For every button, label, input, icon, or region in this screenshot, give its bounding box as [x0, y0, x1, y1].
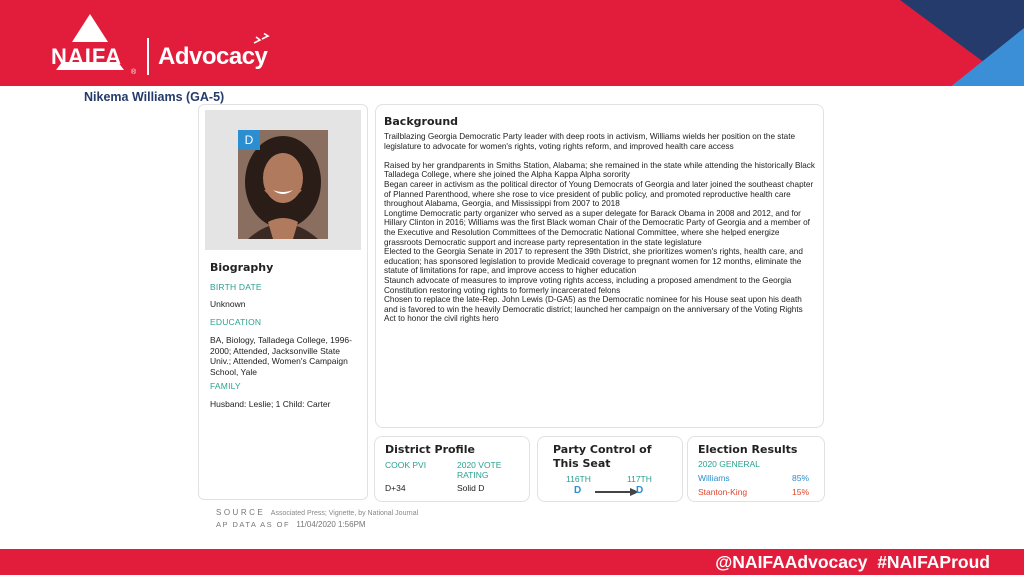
corner-decoration — [900, 0, 1024, 86]
election-label: 2020 GENERAL — [698, 459, 760, 469]
cook-pvi-label: COOK PVI — [385, 460, 427, 470]
candidate-name: Stanton-King — [698, 487, 748, 497]
ap-data-line — [216, 520, 366, 529]
source-value: Associated Press; Vignette, by National Journal — [270, 510, 419, 517]
district-profile-card — [374, 436, 530, 502]
background-heading: Background — [384, 115, 459, 128]
double-arrow-icon — [252, 33, 272, 49]
party-badge: D — [238, 130, 260, 150]
congress-from-label: 116TH — [566, 474, 591, 484]
birth-date-value: Unknown — [210, 299, 246, 309]
family-label: FAMILY — [210, 381, 241, 391]
member-title: Nikema Williams (GA-5) — [84, 90, 225, 104]
background-item: Chosen to replace the late-Rep. John Lewis (D-GA5) as the Democratic nominee for his House seat upon his death and is favored to win the heavily Democratic district; launched her campaign on the anniversary of the Voting Rights Act to honor the civil rights hero — [384, 295, 803, 324]
header-banner — [0, 0, 1024, 86]
member-photo — [238, 130, 328, 239]
vote-rating-value: Solid D — [457, 483, 485, 493]
family-value: Husband: Leslie; 1 Child: Carter — [210, 399, 331, 409]
cook-pvi-value: D+34 — [385, 483, 406, 493]
footer-banner — [0, 549, 1024, 575]
vote-rating-label: 2020 VOTE RATING — [457, 460, 502, 480]
education-value: BA, Biology, Talladega College, 1996-2000; Attended, Jacksonville State Univ.; Attended, Women's Campaign School, Yale — [210, 335, 352, 377]
candidate-pct: 85% — [792, 473, 810, 483]
party-to-value: D — [636, 485, 644, 496]
candidate-name: Williams — [698, 473, 730, 483]
section-title: Advocacy — [158, 43, 268, 70]
source-label: SOURCE — [216, 508, 266, 517]
footer-hashtags: @NAIFAAdvocacy #NAIFAProud — [715, 552, 990, 572]
ap-data-label: AP DATA AS OF — [216, 520, 291, 529]
biography-heading: Biography — [210, 261, 274, 274]
background-intro: Trailblazing Georgia Democratic Party leader with deep roots in activism, Williams wields her position on the state legislature to advocate for women's rights, voting rights reform, and improved health care access — [384, 132, 796, 151]
registered-mark: ® — [131, 69, 137, 76]
birth-date-label: BIRTH DATE — [210, 282, 262, 292]
background-item: Elected to the Georgia Senate in 2017 to represent the 39th District, she prioritizes women's rights, health care, and education; has sponsored legislation to provide Medicaid coverage to pregnant women for 12 months, eliminate the statute of limitations for rape, and improve access to higher education — [384, 247, 803, 276]
background-text — [384, 132, 816, 324]
party-control-heading: Party Control of This Seat — [553, 443, 652, 470]
biography-card — [198, 104, 368, 500]
party-from-value: D — [574, 485, 582, 496]
congress-to-label: 117TH — [627, 474, 652, 484]
background-item: Staunch advocate of measures to improve voting rights access, including a proposed amendment to the Georgia Constitution restoring voting rights to formerly incarcerated felons — [384, 275, 792, 295]
background-card — [375, 104, 824, 428]
candidate-pct: 15% — [792, 487, 810, 497]
education-label: EDUCATION — [210, 317, 262, 327]
district-profile-heading: District Profile — [385, 443, 475, 456]
election-results-card — [687, 436, 825, 502]
background-item: Began career in activism as the political director of Young Democrats of Georgia and later joined the southeast chapter of Planned Parenthood, where she rose to vice president of public policy, and promoted reproductive health care throughout Alabama, Georgia, and Mississippi from 2007 to 2018 — [384, 179, 814, 209]
ap-data-value: 11/04/2020 1:56PM — [296, 520, 366, 529]
party-control-card — [537, 436, 683, 502]
source-line — [216, 508, 418, 517]
election-results-heading: Election Results — [698, 443, 798, 456]
logo-divider — [147, 38, 149, 75]
photo-frame — [205, 110, 361, 250]
logo-text: NAIFA — [51, 44, 122, 69]
arrow-right-icon — [594, 487, 640, 497]
background-item: Longtime Democratic party organizer who served as a super delegate for Barack Obama in 2008 and 2012, and for Hillary Clinton in 2016; Williams was the first Black woman Chair of the Democratic Party of Georgia and a member of the Executive and Resolution Committees of the Democratic National Committee, where she helped energize grassroots Democratic support and increase party representation in the state legislature — [384, 208, 810, 247]
background-item: Raised by her grandparents in Smiths Station, Alabama; she remained in the state while attending the historically Black Talladega College, where she joined the Alpha Kappa Alpha sorority — [384, 160, 815, 180]
